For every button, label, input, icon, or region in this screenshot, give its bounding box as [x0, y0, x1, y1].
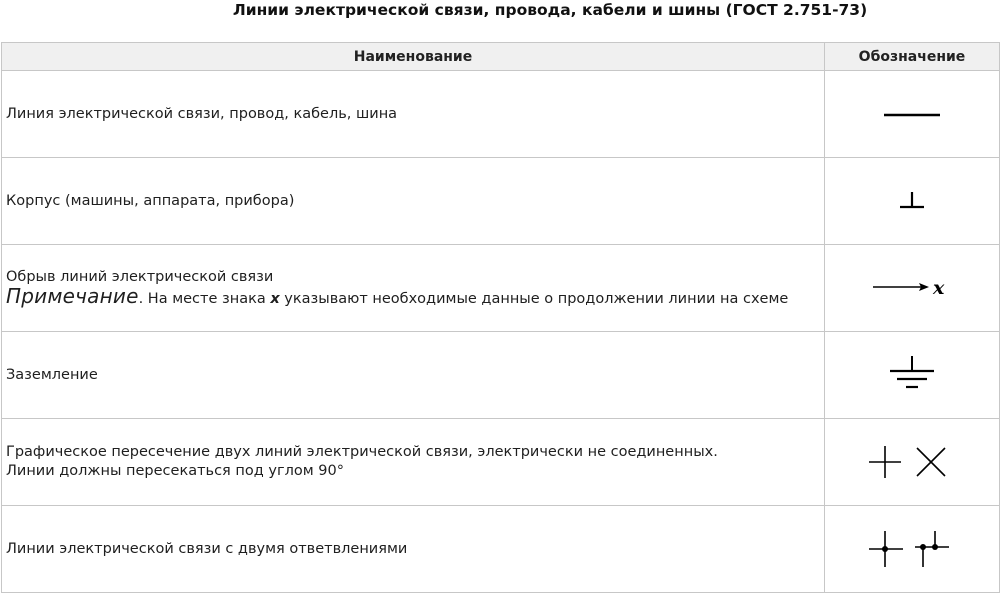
break-arrow-icon	[867, 276, 957, 300]
row-name: Линия электрической связи, провод, кабель, шина	[2, 71, 825, 158]
table-row	[2, 419, 1000, 506]
page-title: Линии электрической связи, провода, кабели и шины (ГОСТ 2.751-73)	[232, 1, 868, 19]
row-name: Линии электрической связи с двумя ответвлениями	[2, 506, 825, 593]
branch-icon	[867, 529, 957, 569]
table-row	[2, 245, 1000, 332]
note-text: . На месте знака	[138, 290, 271, 307]
row-symbol	[825, 71, 1000, 158]
note-label: Примечание	[6, 283, 139, 308]
row-name	[2, 419, 825, 506]
table-row	[2, 506, 1000, 593]
table-row	[2, 71, 1000, 158]
note-x: x	[270, 290, 280, 307]
column-header-name: Наименование	[2, 43, 825, 71]
note-text-after: указывают необходимые данные о продолжении линии на схеме	[279, 290, 789, 307]
row-symbol	[825, 245, 1000, 332]
row-symbol	[825, 419, 1000, 506]
row-symbol	[825, 332, 1000, 419]
row-name: Корпус (машины, аппарата, прибора)	[2, 158, 825, 245]
row-name-text: Обрыв линий электрической связи	[6, 268, 274, 285]
row-name-line1: Графическое пересечение двух линий электрической связи, электрически не соединенных.	[6, 444, 718, 460]
housing-icon	[892, 189, 932, 213]
row-symbol	[825, 506, 1000, 593]
row-name	[2, 245, 825, 332]
table-header-row	[2, 43, 1000, 71]
crossing-icon	[867, 444, 957, 480]
row-name: Заземление	[2, 332, 825, 419]
row-name-line2: Линии должны пересекаться под углом 90°	[6, 463, 344, 479]
table-row	[2, 332, 1000, 419]
ground-icon	[882, 353, 942, 397]
table-row	[2, 158, 1000, 245]
column-header-symbol: Обозначение	[825, 43, 1000, 71]
break-x-label: x	[933, 277, 945, 299]
line-icon	[877, 104, 947, 124]
gost-table	[1, 42, 1000, 593]
row-note	[6, 283, 824, 309]
row-symbol	[825, 158, 1000, 245]
